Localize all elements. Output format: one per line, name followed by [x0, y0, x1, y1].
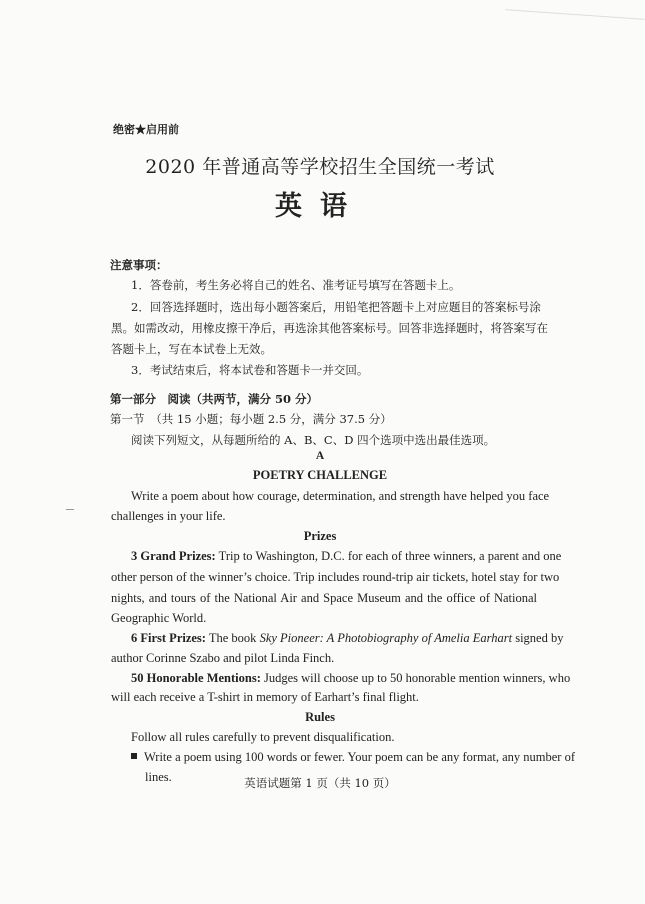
grand-prize-desc: Trip to Washington, D.C. for each of three winners, a parent and one	[215, 549, 562, 563]
prizes-heading: Prizes	[303, 529, 337, 543]
section-instruction: 阅读下列短文，从每题所给的 A、B、C、D 四个选项中选出最佳选项。	[131, 433, 496, 447]
notice-heading: 注意事项：	[110, 258, 168, 272]
notice-item: 1．答卷前，考生务必将自己的姓名、准考证号填写在答题卡上。	[131, 278, 461, 292]
rules-heading: Rules	[305, 710, 335, 724]
grand-prize-text: Geographic World.	[111, 611, 207, 625]
rules-intro: Follow all rules carefully to prevent disqualification.	[131, 730, 395, 744]
passage-intro: challenges in your life.	[111, 509, 226, 523]
grand-prize-text	[131, 549, 562, 564]
bullet-square-icon	[131, 753, 137, 759]
first-prize-text: author Corinne Szabo and pilot Linda Finch.	[111, 651, 335, 665]
honorable-text	[131, 671, 571, 686]
honorable-desc: Judges will choose up to 50 honorable mention winners, who	[260, 671, 571, 685]
notice-item: 答题卡上，写在本试卷上无效。	[111, 342, 272, 356]
exam-title: 2020 年普通高等学校招生全国统一考试	[145, 156, 495, 178]
grand-prize-text: other person of the winner’s choice. Trip includes round-trip air tickets, hotel stay for two	[111, 570, 560, 584]
passage-title: POETRY CHALLENGE	[252, 468, 388, 482]
scan-mark	[66, 509, 74, 510]
rule-item: lines.	[145, 770, 172, 784]
grand-prize-text: nights, and tours of the National Air and Space Museum and the office of National	[111, 591, 537, 605]
rule-text: Write a poem using 100 words or fewer. Your poem can be any format, any number of	[144, 750, 575, 764]
part-heading: 第一部分 阅读（共两节，满分 50 分）	[110, 392, 319, 406]
honorable-label: 50 Honorable Mentions:	[131, 671, 261, 685]
passage-label: A	[315, 450, 325, 462]
rule-item	[131, 750, 575, 765]
section-heading: 第一节 （共 15 小题；每小题 2.5 分，满分 37.5 分）	[110, 412, 392, 426]
notice-item: 黑。如需改动，用橡皮擦干净后，再选涂其他答案标号。回答非选择题时，将答案写在	[111, 321, 548, 335]
book-title: Sky Pioneer: A Photobiography of Amelia Earhart	[259, 631, 513, 645]
first-prize-label: 6 First Prizes:	[131, 631, 206, 645]
subject-title: 英语	[275, 191, 365, 222]
first-prize-desc: The book	[205, 631, 260, 645]
first-prize-text	[131, 631, 564, 646]
scan-artifact	[505, 9, 645, 20]
grand-prize-label: 3 Grand Prizes:	[131, 549, 216, 563]
first-prize-desc: signed by	[512, 631, 564, 645]
notice-item: 2．回答选择题时，选出每小题答案后，用铅笔把答题卡上对应题目的答案标号涂	[131, 300, 541, 314]
page-footer: 英语试题第 1 页（共 10 页）	[244, 776, 396, 790]
passage-intro: Write a poem about how courage, determination, and strength have helped you face	[131, 489, 550, 503]
notice-item: 3．考试结束后，将本试卷和答题卡一并交回。	[131, 363, 369, 377]
confidential-label: 绝密★启用前	[113, 123, 179, 136]
honorable-text: will each receive a T-shirt in memory of Earhart’s final flight.	[111, 690, 419, 704]
